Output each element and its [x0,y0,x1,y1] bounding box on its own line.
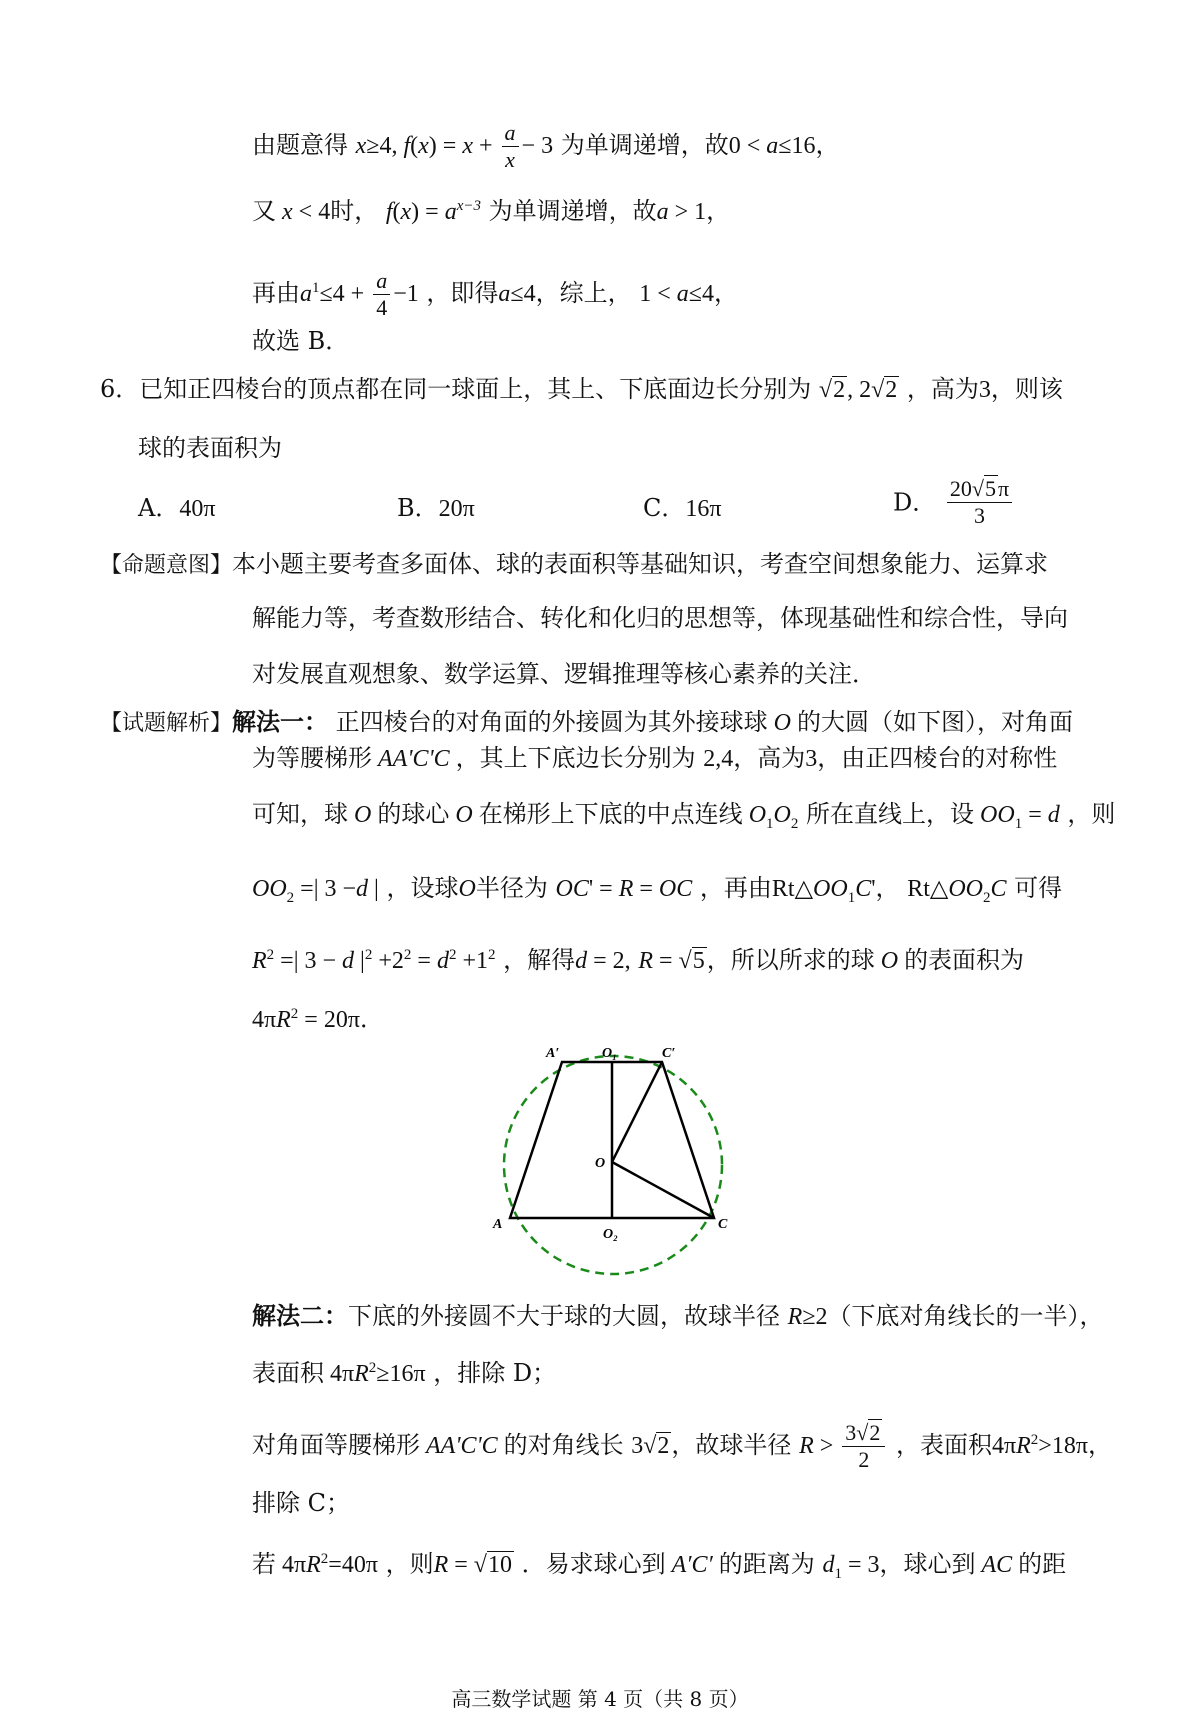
analysis-line6: $4\pi R^2 = 20\pi$． [252,1006,384,1033]
label-a: A [493,1217,503,1232]
label-c-prime: C′ [662,1046,676,1061]
option-a[interactable]: A．40π [138,494,216,522]
label-c: C [718,1217,728,1232]
analysis-line4: $OO_2$ =| 3 −d | ，设球O半径为 OC' = R = OC ，再由$Rt\triangle OO_1C'$， $Rt\triangle OO_2C$ 可得 [252,874,1063,906]
option-b[interactable]: B．20π [397,494,475,522]
analysis-line2: 为等腰梯形 AA'C'C ，其上下底边长分别为 2,4，高为3，由正四棱台的对称性 [252,744,1058,772]
solution5-line3: 再由$a^1\le 4$ + $\frac{a}{4}$ −1 ，即得a≤4，综上， 1 < a≤4， [252,268,738,320]
option-c[interactable]: C．16π [643,494,722,522]
solution5-line4: 故选 B． [252,327,350,355]
solution5-line2: 又 x < 4时， $f(x) = a^{x-3}$ 为单调递增，故a > 1， [252,197,731,225]
analysis-line3: 可知，球 O 的球心 O 在梯形上下底的中点连线 $O_1O_2$ 所在直线上，设 $OO_1 = d$ ，则 [252,800,1116,832]
label-o: O [595,1156,606,1171]
solution5-line1: 由题意得 x≥4, f(x) = x + $\frac{a}{x}$ − 3 为单调递增，故0 < a≤16， [252,120,840,172]
method2-line2: 表面积 $4\pi R^2\ge 16\pi$ ，排除 D； [252,1359,557,1387]
label-a-prime: A′ [546,1046,560,1061]
method2-line3: 对角面等腰梯形 AA'C'C 的对角线长 3√2，故球半径 R > $\frac{3√2}{2}$ ，表面积$4\pi R^2>18\pi$， [252,1420,1112,1472]
analysis-line5: $R^2$ =| 3 − d $|^2 +2^2 = d^2 +1^2$ ，解得d = 2, R = √5，所以所求的球 O 的表面积为 [252,946,1025,974]
trapezoid-circle-figure [485,1040,745,1290]
label-o1: O₁ [602,1046,617,1061]
question6-line2: 球的表面积为 [138,434,282,462]
oc-prime-line [612,1062,662,1162]
analysis-line1: 【试题解析】解法一： 正四棱台的对角面的外接圆为其外接球球 O 的大圆（如下图），对角面 [100,707,1073,736]
intent-line3: 对发展直观想象、数学运算、逻辑推理等核心素养的关注． [252,660,876,688]
page-footer: 高三数学试题 第 4 页（共 8 页） [451,1687,749,1711]
method2-line1: 解法二：下底的外接圆不大于球的大圆，故球半径 R≥2（下底对角线长的一半）， [252,1301,1104,1330]
method2-line4: 排除 C； [252,1489,350,1517]
question6-line1: 6．已知正四棱台的顶点都在同一球面上，其上、下底面边长分别为 √2, 2√2 ，高为3，则该 [100,375,1063,403]
intent-line1: 【命题意图】本小题主要考查多面体、球的表面积等基础知识，考查空间想象能力、运算求 [100,550,1049,578]
label-o2: O₂ [603,1227,618,1242]
intent-line2: 解能力等，考查数形结合、转化和化归的思想等，体现基础性和综合性，导向 [252,604,1068,632]
method2-line5: 若 $4\pi R^2=40\pi$ ，则R = √10 ．易求球心到 A′C′ 的距离为 $d_1 = 3$，球心到 AC 的距 [252,1550,1067,1582]
option-d[interactable]: D． $\frac{20√5\pi}{3}$ [893,476,1015,529]
